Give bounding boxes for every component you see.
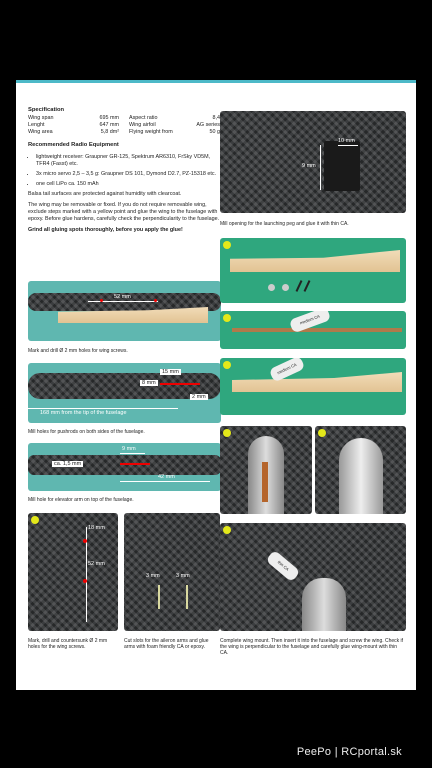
spec-section xyxy=(28,107,220,234)
dimension-line xyxy=(320,145,321,190)
washer xyxy=(282,284,289,291)
photo-glue-nuts xyxy=(220,311,406,349)
dimension-label: 9 mm xyxy=(302,163,316,169)
balsa-note: Balsa tail surfaces are protected against humidity with clearcoat. xyxy=(28,191,182,197)
photo-fuselage-inner-left xyxy=(220,426,312,514)
yellow-point-marker xyxy=(223,314,231,322)
fuselage-section xyxy=(339,438,383,514)
balsa-wing-mount xyxy=(230,250,400,272)
photo-launching-peg xyxy=(220,111,406,213)
dimension-line xyxy=(88,301,158,302)
dimension-line xyxy=(120,481,210,482)
caption: Mill hole for elevator arm on top of the fuselage. xyxy=(28,497,134,503)
spec-row: Wing area 5,8 dm² xyxy=(28,129,119,135)
aileron-arm xyxy=(186,585,188,609)
caption: Mark, drill and countersunk Ø 2 mm holes for the wing screws. xyxy=(28,638,108,651)
yellow-point-marker xyxy=(318,429,326,437)
aileron-arm xyxy=(158,585,160,609)
dimension-line xyxy=(120,453,145,454)
radio-item: • one cell LiPo ca. 150 mAh xyxy=(36,181,220,188)
yellow-point-marker xyxy=(223,241,231,249)
manual-page xyxy=(16,80,416,690)
radio-title: Recommended Radio Equipment xyxy=(28,142,119,148)
screw xyxy=(296,280,303,292)
dimension-line xyxy=(28,408,178,409)
dimension-label: 3 mm xyxy=(146,573,160,579)
glue-bottle: medium CA xyxy=(289,311,331,333)
mark-point xyxy=(83,539,87,543)
photo-wing-mount-parts xyxy=(220,238,406,303)
fuselage-section xyxy=(302,578,346,631)
radio-item: • 3x micro servo 2,5 – 3,5 g: Graupner DS 101, Dymond D2.7, PZ-15318 etc. xyxy=(36,171,220,178)
mark-point xyxy=(83,579,87,583)
footer-credit: PeePo | RCportal.sk xyxy=(296,746,402,758)
pushrod-slot xyxy=(160,383,200,385)
yellow-point-marker xyxy=(223,526,231,534)
photo-elevator-hole xyxy=(28,443,221,491)
spec-row: Wing airfoil AG series xyxy=(129,122,220,128)
photo-fuselage-wing-screws xyxy=(28,281,221,341)
mark-point xyxy=(154,299,157,302)
spec-row: Flying weight from 50 g xyxy=(129,129,220,135)
caption: Cut slots for the aileron arms and glue arms with foam friendly CA or epoxy. xyxy=(124,638,209,651)
caption: Complete wing mount. Then insert it into the fuselage and screw the wing. Check if the wing is perpendicular to the fuselage and carefully glue wing-mount with thin CA. xyxy=(220,638,404,657)
dimension-label: 3 mm xyxy=(176,573,190,579)
photo-pushrod-holes xyxy=(28,363,221,423)
photo-aileron-slots xyxy=(124,513,220,631)
spec-row: Aspect ratio 8,4 xyxy=(129,115,220,121)
dimension-label: 52 mm xyxy=(88,561,105,567)
dimension-label: 10 mm xyxy=(338,138,355,144)
caption: Mill holes for pushrods on both sides of the fuselage. xyxy=(28,429,145,435)
spec-row: Lenght 647 mm xyxy=(28,122,119,128)
washer xyxy=(268,284,275,291)
photo-wing-screw-holes xyxy=(28,513,118,631)
screw xyxy=(304,280,311,292)
yellow-point-marker xyxy=(223,361,231,369)
balsa-wing-mount xyxy=(232,372,402,392)
radio-list xyxy=(28,154,220,188)
glue-bottle: medium CA xyxy=(269,358,306,383)
caption: Mill opening for the launching peg and glue it with thin CA. xyxy=(220,221,349,227)
dimension-line xyxy=(338,145,358,146)
photo-complete-wing-mount xyxy=(220,523,406,631)
spec-title: Specification xyxy=(28,107,65,113)
dimension-label: 52 mm xyxy=(114,294,131,300)
glued-peg xyxy=(262,462,268,502)
spec-right-column xyxy=(129,115,220,136)
caption: Mark and drill Ø 2 mm holes for wing screws. xyxy=(28,348,128,354)
peg-opening xyxy=(324,141,360,191)
wing-note: The wing may be removable or fixed. If you do not require removable wing, exclude steps marked with a yellow point and glue the wing to the fuselage with epoxy. Before glue hardens, carefully check the perpendicularity to the fuselage. xyxy=(28,202,220,222)
mark-point xyxy=(100,299,103,302)
glue-bottle: thin CA xyxy=(265,550,300,583)
dimension-label: ca. 1,5 mm xyxy=(54,461,82,467)
elevator-slot xyxy=(120,463,150,465)
spec-left-column xyxy=(28,115,119,136)
dimension-label: 168 mm from the tip of the fuselage xyxy=(40,410,127,416)
spec-row: Wing span 695 mm xyxy=(28,115,119,121)
radio-item: • lightweight receiver: Graupner GR-125, Spektrum AR6310, FrSky VD5M, TFR4 (Fasst) etc. xyxy=(36,154,220,168)
photo-fuselage-inner-right xyxy=(315,426,406,514)
dimension-label: 18 mm xyxy=(88,525,105,531)
yellow-point-marker xyxy=(223,429,231,437)
dimension-label: 2 mm xyxy=(192,394,206,400)
dimension-label: 15 mm xyxy=(162,369,179,375)
yellow-point-marker xyxy=(31,516,39,524)
grind-note: Grind all gluing spots thoroughly, before you apply the glue! xyxy=(28,227,183,233)
dimension-label: 42 mm xyxy=(158,474,175,480)
dimension-label: 9 mm xyxy=(122,446,136,452)
photo-mount-glued xyxy=(220,358,406,415)
wood-strip xyxy=(232,328,402,332)
dimension-label: 8 mm xyxy=(142,380,156,386)
